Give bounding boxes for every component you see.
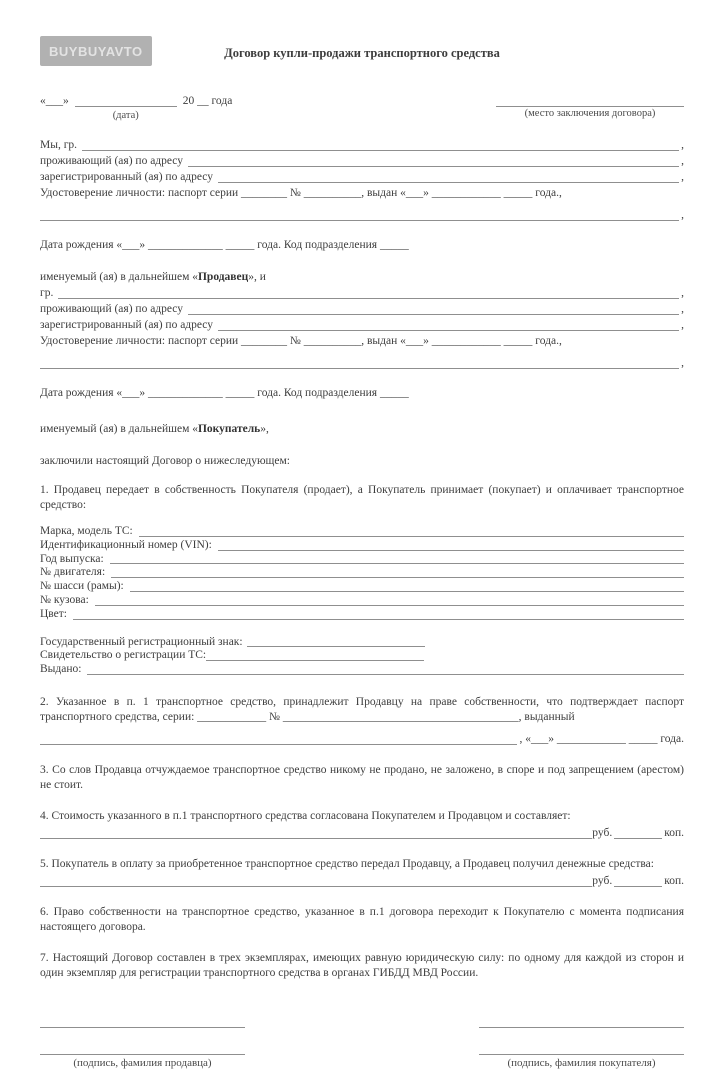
buyer-role-name: Покупатель — [197, 423, 261, 435]
seller-intro-label: Мы, гр. — [40, 139, 78, 151]
clause-1: 1. Продавец передает в собственность Покупателя (продает), а Покупатель принимает (покупает) и оплачивает транспортное средство: — [40, 484, 684, 511]
buyer-reg-address-blank — [218, 317, 679, 331]
kop-label: коп. — [664, 826, 684, 839]
body-number-blank — [95, 594, 684, 606]
buyer-birth-line: Дата рождения «___» _____________ _____ года. Код подразделения _____ — [40, 387, 409, 399]
comma: , — [681, 303, 684, 315]
date-place-row — [40, 94, 684, 123]
date-caption: (дата) — [112, 110, 139, 121]
field-make-model — [40, 525, 684, 539]
field-registration-cert — [40, 649, 684, 663]
buyer-passport-line: Удостоверение личности: паспорт серии ________ № __________, выдан «___» ____________ _____ года., — [40, 335, 562, 347]
seller-section — [40, 137, 684, 285]
field-year — [40, 553, 684, 567]
buyer-address-blank — [188, 301, 679, 315]
field-color — [40, 608, 684, 622]
engine-number-blank — [111, 566, 684, 578]
place-caption: (место заключения договора) — [524, 108, 656, 119]
comma: , — [681, 171, 684, 183]
buyer-address-label: проживающий (ая) по адресу — [40, 303, 183, 315]
chassis-number-label: № шасси (рамы): — [40, 580, 124, 593]
document-title: Договор купли-продажи транспортного средства — [224, 46, 500, 60]
buyer-name-blank — [58, 285, 679, 299]
seller-passport-extra-blank — [40, 207, 679, 221]
comma: , — [681, 357, 684, 369]
comma: , — [681, 155, 684, 167]
seller-passport-line: Удостоверение личности: паспорт серии ________ № __________, выдан «___» ____________ _____ года., — [40, 187, 562, 199]
date-year-text: 20 __ года — [182, 95, 233, 107]
date-line — [40, 94, 232, 123]
buyer-reg-address-row — [40, 317, 684, 333]
price-amount-blank — [40, 826, 592, 839]
registration-cert-label: Свидетельство о регистрации ТС: — [40, 649, 207, 662]
place-line — [496, 94, 684, 119]
seller-reg-address-label: зарегистрированный (ая) по адресу — [40, 171, 213, 183]
rub-label: руб. — [592, 826, 613, 839]
date-blank-line — [75, 94, 177, 107]
signatures-section — [40, 1001, 684, 1069]
color-label: Цвет: — [40, 607, 67, 620]
payment-row — [40, 874, 684, 889]
engine-number-label: № двигателя: — [40, 566, 106, 579]
seller-role-name: Продавец — [197, 271, 249, 283]
clause-2-tail-blank — [40, 731, 517, 745]
comma: , — [681, 287, 684, 299]
document-header — [40, 36, 684, 78]
comma: , — [681, 319, 684, 331]
body-number-label: № кузова: — [40, 593, 89, 606]
make-model-blank — [139, 525, 684, 537]
buyer-passport-extra-blank — [40, 355, 679, 369]
buyer-signature-line-1 — [479, 1001, 684, 1028]
date-blank-group — [75, 94, 177, 123]
seller-name-row — [40, 137, 684, 153]
buyer-role-line — [40, 421, 684, 437]
clause-6: 6. Право собственности на транспортное средство, указанное в п.1 договора переходит к Покупателю с момента подписания настоящего договора. — [40, 905, 684, 933]
seller-name-blank — [82, 137, 679, 151]
field-engine-number — [40, 566, 684, 580]
buybuyavto-logo: BUYBUYAVTO — [40, 36, 152, 66]
comma: , — [681, 139, 684, 151]
issued-by-blank — [87, 663, 684, 675]
seller-passport-extra-row — [40, 207, 684, 223]
year-blank — [110, 553, 684, 565]
seller-address-blank — [188, 153, 679, 167]
vin-label: Идентификационный номер (VIN): — [40, 538, 212, 551]
signature-seller-block — [40, 1001, 245, 1069]
seller-signature-caption: (подпись, фамилия продавца) — [73, 1056, 212, 1069]
year-label: Год выпуска: — [40, 552, 104, 565]
buyer-passport-extra-row — [40, 355, 684, 371]
seller-role-post: », и — [248, 271, 266, 283]
vehicle-fields — [40, 525, 684, 622]
buyer-signature-caption: (подпись, фамилия покупателя) — [507, 1056, 656, 1069]
seller-signature-line-1 — [40, 1001, 245, 1028]
preamble-text: заключили настоящий Договор о нижеследующем: — [40, 455, 290, 467]
field-plate — [40, 636, 684, 650]
field-issued-by — [40, 663, 684, 677]
payment-amount-blank — [40, 874, 592, 887]
clause-4: 4. Стоимость указанного в п.1 транспортного средства согласована Покупателем и Продавцом и составляет: — [40, 809, 571, 822]
field-body-number — [40, 594, 684, 608]
signature-buyer-block — [479, 1001, 684, 1069]
make-model-label: Марка, модель ТС: — [40, 525, 133, 537]
plate-label: Государственный регистрационный знак: — [40, 635, 243, 648]
buyer-section — [40, 285, 684, 437]
payment-kopeck-blank — [614, 874, 662, 887]
clause-2-tail-text: , «___» ____________ _____ года. — [519, 732, 684, 745]
vin-blank — [218, 539, 684, 551]
seller-address-label: проживающий (ая) по адресу — [40, 155, 183, 167]
comma: , — [681, 209, 684, 221]
field-chassis-number — [40, 580, 684, 594]
buyer-role-pre: именуемый (ая) в дальнейшем « — [40, 423, 198, 435]
seller-role-pre: именуемый (ая) в дальнейшем « — [40, 271, 198, 283]
clause-7: 7. Настоящий Договор составлен в трех экземплярах, имеющих равную юридическую силу: по одному для каждой из сторон и один экземпляр для регистрации транспортного средства в органах ГИБДД МВД России. — [40, 951, 684, 979]
color-blank — [73, 608, 684, 620]
buyer-intro-label: гр. — [40, 287, 54, 299]
chassis-number-blank — [130, 580, 684, 592]
price-row — [40, 826, 684, 841]
clause-5: 5. Покупатель в оплату за приобретенное транспортное средство передал Продавцу, а Продавец получил денежные средства: — [40, 857, 654, 870]
seller-reg-address-blank — [218, 169, 679, 183]
buyer-address-row — [40, 301, 684, 317]
buyer-name-row — [40, 285, 684, 301]
clause-2: 2. Указанное в п. 1 транспортное средство, принадлежит Продавцу на праве собственности, что подтверждает паспорт транспортного средства, серии: ____________ № _________________________________________, выданный — [40, 695, 684, 723]
field-vin — [40, 539, 684, 553]
seller-birth-line: Дата рождения «___» _____________ _____ года. Код подразделения _____ — [40, 239, 409, 251]
date-day-quotes: «___» — [40, 95, 69, 107]
price-kopeck-blank — [614, 826, 662, 839]
seller-signature-line-2 — [40, 1028, 245, 1055]
seller-reg-address-row — [40, 169, 684, 185]
clause-3: 3. Со слов Продавца отчуждаемое транспортное средство никому не продано, не заложено, в споре и под запрещением (арестом) не стоит. — [40, 763, 684, 791]
registration-cert-blank — [206, 649, 424, 661]
plate-blank — [247, 636, 425, 648]
issued-by-label: Выдано: — [40, 663, 82, 676]
registration-fields — [40, 636, 684, 677]
buyer-role-post: », — [260, 423, 269, 435]
seller-role-line — [40, 269, 684, 285]
seller-address-row — [40, 153, 684, 169]
rub-label: руб. — [592, 874, 613, 887]
buyer-reg-address-label: зарегистрированный (ая) по адресу — [40, 319, 213, 331]
clause-2-tail-row — [40, 731, 684, 747]
place-blank-line — [496, 94, 684, 107]
kop-label: коп. — [664, 874, 684, 887]
buyer-signature-line-2 — [479, 1028, 684, 1055]
